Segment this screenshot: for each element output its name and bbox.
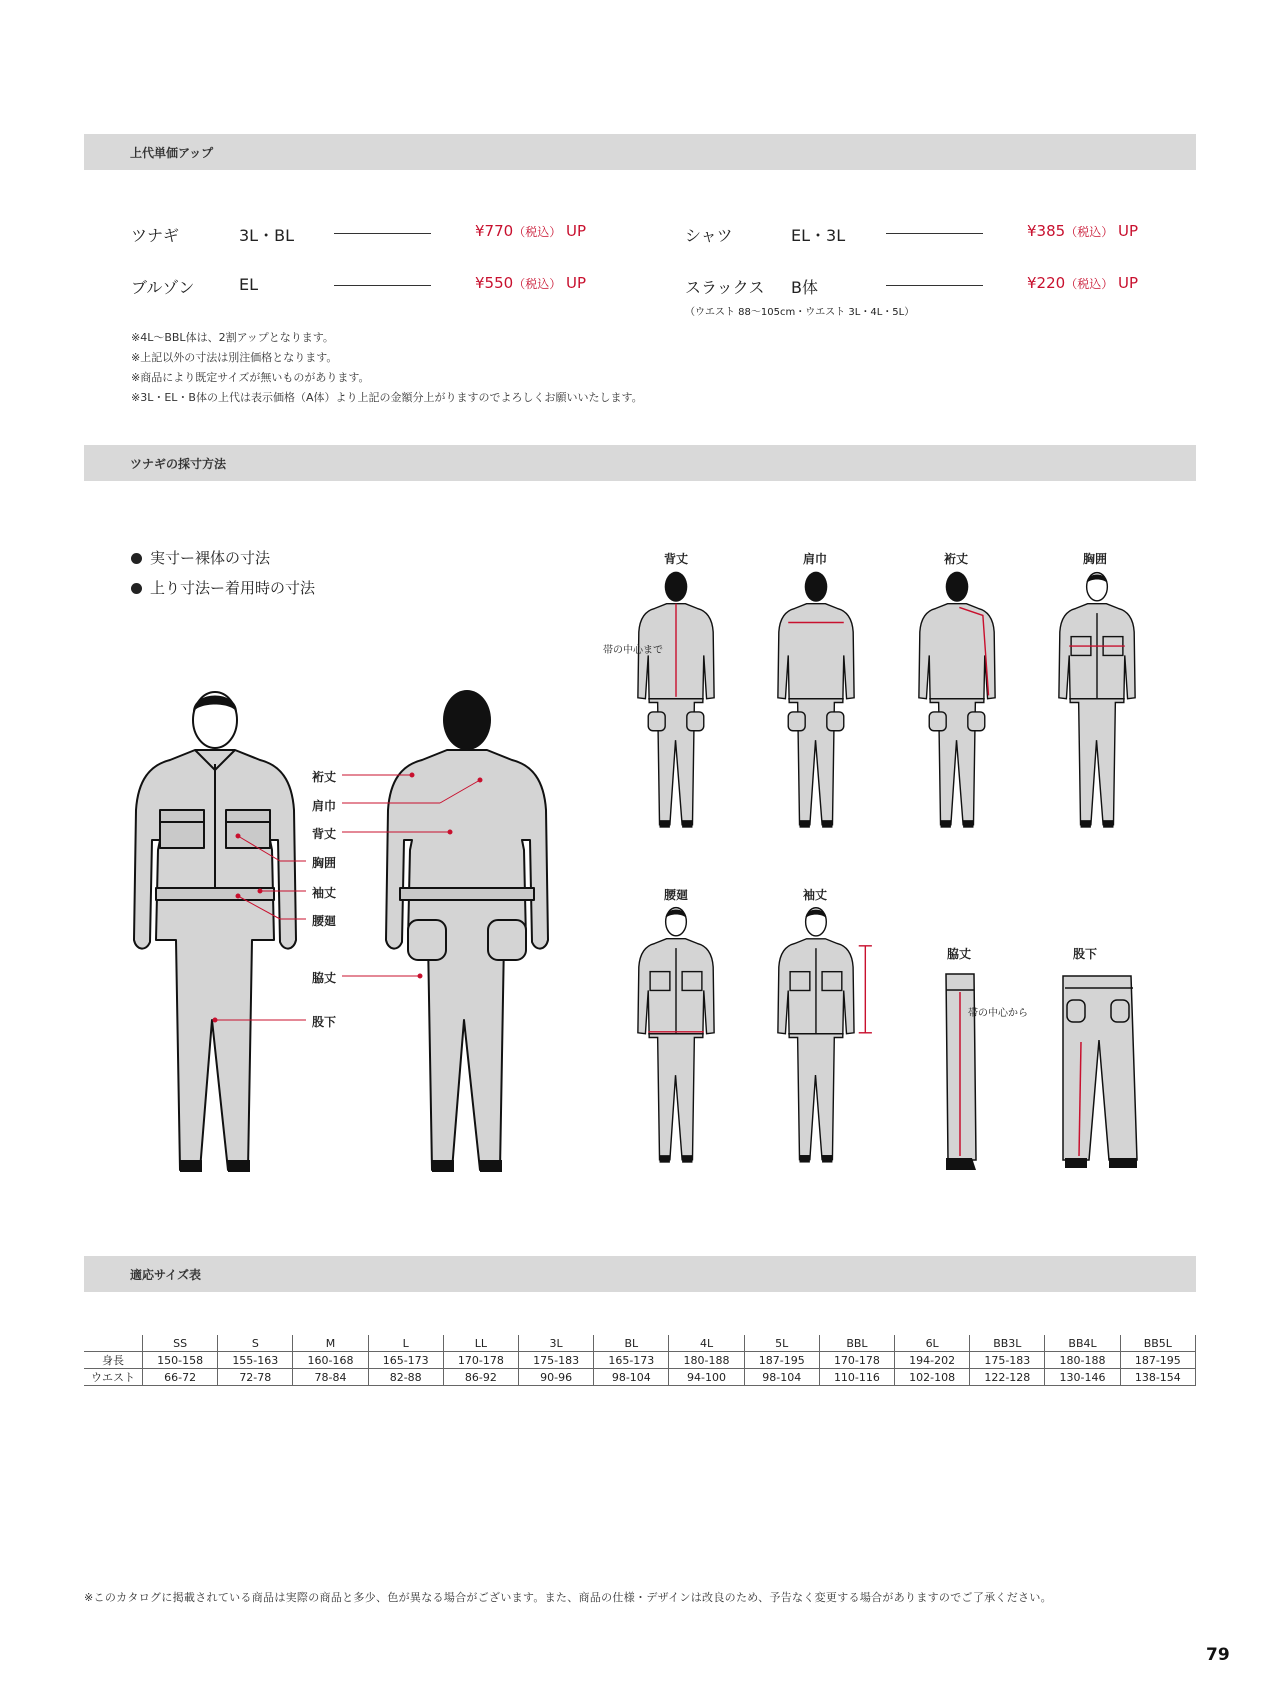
label-sodetake: 袖丈 bbox=[312, 886, 337, 900]
header-cell: 6L bbox=[895, 1335, 970, 1352]
table-cell: 170-178 bbox=[819, 1352, 894, 1369]
small-figure-front-sodetake bbox=[776, 905, 886, 1170]
table-cell: 90-96 bbox=[519, 1369, 594, 1386]
item-name: ブルゾン bbox=[131, 278, 195, 297]
header-cell: 5L bbox=[744, 1335, 819, 1352]
section-title: ツナギの採寸方法 bbox=[130, 457, 227, 471]
section-title: 適応サイズ表 bbox=[130, 1268, 202, 1282]
table-cell: 122-128 bbox=[970, 1369, 1045, 1386]
table-cell: 94-100 bbox=[669, 1369, 744, 1386]
note-obi-kara: 帯の中心から bbox=[968, 1008, 1028, 1019]
label-kyoui: 胸囲 bbox=[312, 856, 337, 870]
table-cell: 187-195 bbox=[1120, 1352, 1195, 1369]
small-figure-side-wakitake bbox=[944, 970, 984, 1170]
header-cell: L bbox=[368, 1335, 443, 1352]
table-row bbox=[84, 1352, 1196, 1369]
table-row bbox=[84, 1369, 1196, 1386]
small-title-setake: 背丈 bbox=[664, 552, 689, 566]
note-obi-made: 帯の中心まで bbox=[603, 645, 663, 656]
size-table bbox=[84, 1335, 1196, 1386]
label-wakitake: 脇丈 bbox=[312, 971, 337, 985]
table-cell: 155-163 bbox=[218, 1352, 293, 1369]
small-figure-back-yukitake bbox=[917, 570, 997, 835]
small-figure-back-setake bbox=[636, 570, 716, 835]
section-header-size bbox=[84, 1256, 1196, 1292]
header-cell: 4L bbox=[669, 1335, 744, 1352]
table-cell: 72-78 bbox=[218, 1369, 293, 1386]
table-header-row bbox=[84, 1335, 1196, 1352]
item-size: 3L・BL bbox=[239, 226, 294, 245]
small-figure-front-kyoui bbox=[1057, 570, 1137, 835]
table-cell: 98-104 bbox=[594, 1369, 669, 1386]
table-cell: 187-195 bbox=[744, 1352, 819, 1369]
header-cell: BBL bbox=[819, 1335, 894, 1352]
label-yukitake: 裄丈 bbox=[312, 770, 337, 784]
small-title-koshimawari: 腰廻 bbox=[664, 888, 689, 902]
footer-disclaimer: ※このカタログに掲載されている商品は実際の商品と多少、色が異なる場合がございます。また、商品の仕様・デザインは改良のため、予告なく変更する場合がありますのでご了承ください。 bbox=[84, 1591, 1052, 1604]
table-cell: 165-173 bbox=[368, 1352, 443, 1369]
table-cell: 102-108 bbox=[895, 1369, 970, 1386]
table-cell: 170-178 bbox=[443, 1352, 518, 1369]
item-size: EL bbox=[239, 275, 259, 294]
header-cell: BB5L bbox=[1120, 1335, 1195, 1352]
item-price: ¥770（税込） UP bbox=[475, 222, 587, 240]
item-note: （ウエスト 88〜105cm・ウエスト 3L・4L・5L） bbox=[685, 307, 915, 318]
header-cell: 3L bbox=[519, 1335, 594, 1352]
table-cell: 82-88 bbox=[368, 1369, 443, 1386]
small-figure-back-katahaba bbox=[776, 570, 856, 835]
header-cell: BB4L bbox=[1045, 1335, 1120, 1352]
small-title-wakitake: 脇丈 bbox=[947, 947, 972, 961]
small-figure-back-matashita bbox=[1057, 970, 1147, 1170]
header-cell: LL bbox=[443, 1335, 518, 1352]
price-note: ※上記以外の寸法は別注価格となります。 bbox=[131, 351, 338, 364]
header-cell: BB3L bbox=[970, 1335, 1045, 1352]
label-matashita: 股下 bbox=[312, 1015, 337, 1029]
table-cell: 175-183 bbox=[519, 1352, 594, 1369]
item-name: ツナギ bbox=[131, 226, 180, 245]
row-header: ウエスト bbox=[84, 1369, 143, 1386]
header-cell: BL bbox=[594, 1335, 669, 1352]
section-title: 上代単価アップ bbox=[130, 146, 214, 160]
table-cell: 86-92 bbox=[443, 1369, 518, 1386]
label-setake: 背丈 bbox=[312, 827, 337, 841]
page-number: 79 bbox=[1206, 1645, 1230, 1665]
table-cell: 150-158 bbox=[143, 1352, 218, 1369]
item-price: ¥385（税込） UP bbox=[1027, 222, 1139, 240]
header-cell: SS bbox=[143, 1335, 218, 1352]
label-katahaba: 肩巾 bbox=[312, 799, 337, 813]
small-figure-front-koshimawari bbox=[636, 905, 716, 1170]
price-note: ※商品により既定サイズが無いものがあります。 bbox=[131, 371, 370, 384]
header-cell bbox=[84, 1335, 143, 1352]
small-title-kyoui: 胸囲 bbox=[1083, 552, 1108, 566]
table-cell: 175-183 bbox=[970, 1352, 1045, 1369]
table-cell: 98-104 bbox=[744, 1369, 819, 1386]
small-title-sodetake: 袖丈 bbox=[803, 888, 828, 902]
table-cell: 180-188 bbox=[669, 1352, 744, 1369]
item-price: ¥550（税込） UP bbox=[475, 274, 587, 292]
table-cell: 194-202 bbox=[895, 1352, 970, 1369]
table-cell: 66-72 bbox=[143, 1369, 218, 1386]
small-title-yukitake: 裄丈 bbox=[944, 552, 969, 566]
small-title-katahaba: 肩巾 bbox=[803, 552, 828, 566]
price-note: ※3L・EL・B体の上代は表示価格（A体）より上記の金額分上がりますのでよろしくお願いいたします。 bbox=[131, 391, 643, 404]
table-cell: 78-84 bbox=[293, 1369, 368, 1386]
table-cell: 165-173 bbox=[594, 1352, 669, 1369]
table-cell: 138-154 bbox=[1120, 1369, 1195, 1386]
item-price: ¥220（税込） UP bbox=[1027, 274, 1139, 292]
table-cell: 180-188 bbox=[1045, 1352, 1120, 1369]
table-cell: 160-168 bbox=[293, 1352, 368, 1369]
table-cell: 110-116 bbox=[819, 1369, 894, 1386]
item-name: シャツ bbox=[685, 226, 733, 245]
legend-item: 実寸ー裸体の寸法 bbox=[131, 547, 270, 568]
item-name: スラックス bbox=[685, 278, 765, 297]
price-note: ※4L〜BBL体は、2割アップとなります。 bbox=[131, 331, 334, 344]
small-title-matashita: 股下 bbox=[1073, 947, 1098, 961]
item-size: EL・3L bbox=[791, 226, 846, 245]
item-size: B体 bbox=[791, 278, 818, 297]
label-koshimawari: 腰廻 bbox=[312, 914, 337, 928]
legend-item: 上り寸法ー着用時の寸法 bbox=[131, 577, 315, 598]
header-cell: M bbox=[293, 1335, 368, 1352]
table-cell: 130-146 bbox=[1045, 1369, 1120, 1386]
header-cell: S bbox=[218, 1335, 293, 1352]
row-header: 身長 bbox=[84, 1352, 143, 1369]
